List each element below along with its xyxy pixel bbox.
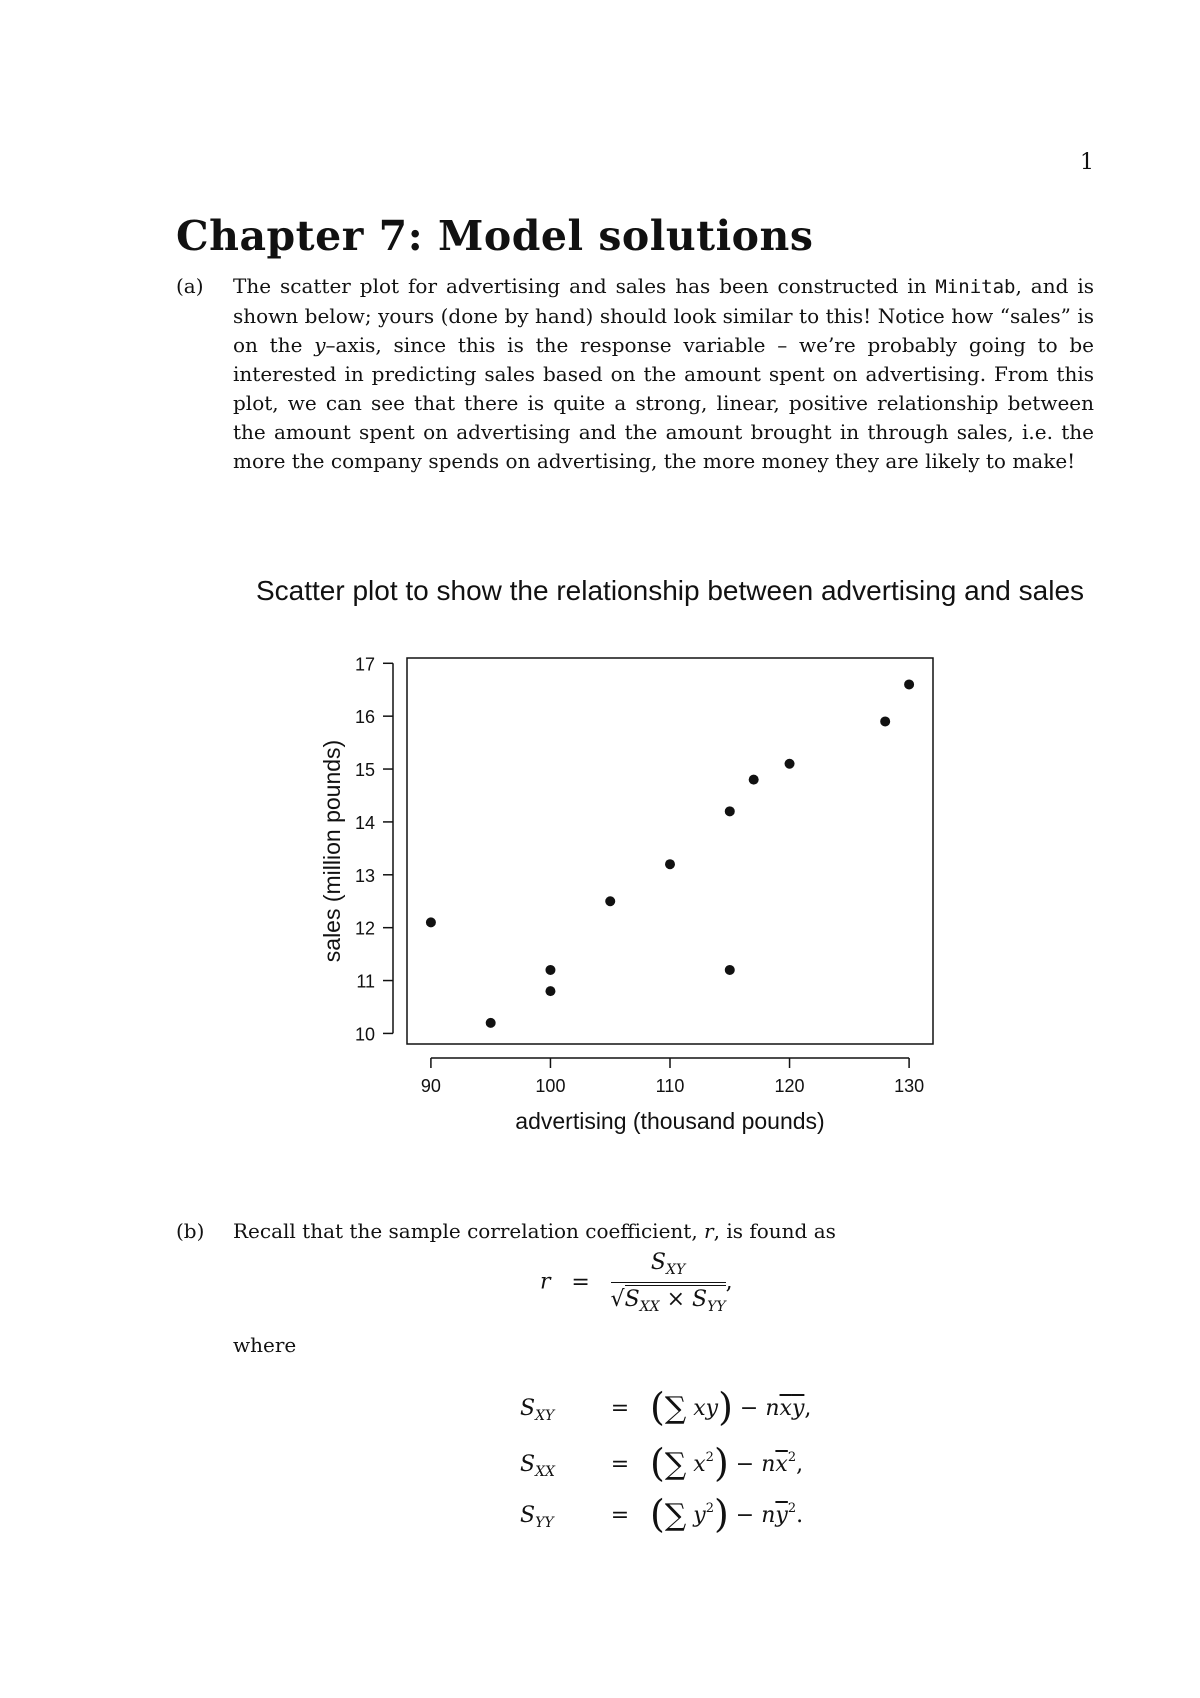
chapter-title: Chapter 7: Model solutions	[176, 212, 814, 260]
y-tick-label: 11	[356, 971, 375, 992]
where-text: where	[233, 1333, 297, 1357]
data-point	[545, 965, 555, 975]
scatter-chart	[230, 555, 1110, 1135]
sxy-formula: $S_{XY}$ = (∑ $xy) - n\overline{x}\overline{y}$,	[520, 1385, 812, 1429]
y-axis-label: sales (million pounds)	[319, 739, 345, 963]
data-point	[725, 965, 735, 975]
r-symbol: r	[704, 1219, 714, 1243]
data-point	[486, 1018, 496, 1028]
correlation-fraction: $\frac{S_{XY}}{√S_{XX} \times S_{YY}}$	[610, 1250, 726, 1315]
data-point	[749, 775, 759, 785]
x-tick-label: 110	[655, 1076, 685, 1096]
data-point	[785, 759, 795, 769]
part-a	[176, 272, 1094, 476]
part-b	[176, 1217, 1094, 1246]
x-tick-label: 120	[774, 1076, 805, 1096]
data-point	[545, 986, 555, 996]
syy-formula: $S_{YY}$ = (∑ $y^2) - n\overline{y}^2$.	[520, 1492, 804, 1536]
part-b-marker: (b)	[176, 1219, 205, 1243]
x-tick-label: 100	[535, 1076, 566, 1096]
data-point	[426, 917, 436, 927]
correlation-formula: r = $\frac{S_{XY}}{√S_{XX} \times S_{YY}}$ ,	[540, 1250, 733, 1315]
y-tick-label: 17	[354, 654, 375, 675]
sxx-formula: $S_{XX}$ = (∑ $x^2) - n\overline{x}^2$,	[520, 1441, 804, 1485]
y-tick-label: 10	[354, 1024, 375, 1045]
y-tick-label: 14	[354, 812, 375, 833]
part-a-text: The scatter plot for advertising and sales has been constructed in Minitab, and is shown below; yours (done by hand) should look similar to this! Notice how “sales” is on the y–axis, since this is the response variable – we’re probably going to be interested in predicting sales based on the amount spent on advertising. From this plot, we can see that there is quite a strong, linear, positive relationship between the amount spent on advertising and the amount brought in through sales, i.e. the more the company spends on advertising, the more money they are likely to make!	[233, 274, 1095, 473]
data-point	[605, 896, 615, 906]
x-axis-label: advertising (thousand pounds)	[515, 1108, 825, 1134]
software-name: Minitab	[935, 276, 1016, 298]
plot-frame	[407, 658, 933, 1044]
part-b-text: Recall that the sample correlation coefficient, r, is found as	[233, 1219, 836, 1243]
x-tick-label: 90	[420, 1076, 441, 1096]
chart-title: Scatter plot to show the relationship between advertising and sales	[255, 575, 1085, 606]
data-point	[904, 679, 914, 689]
y-axis	[355, 654, 393, 1044]
y-tick-label: 16	[354, 707, 375, 728]
part-a-marker: (a)	[176, 274, 204, 298]
data-point	[665, 859, 675, 869]
y-tick-label: 15	[354, 760, 375, 781]
x-tick-label: 130	[894, 1076, 925, 1096]
data-point	[880, 716, 890, 726]
y-variable: y	[314, 333, 326, 357]
y-tick-label: 12	[354, 918, 375, 939]
x-axis	[421, 1058, 924, 1096]
y-tick-label: 13	[354, 865, 375, 886]
data-point	[725, 806, 735, 816]
page-number: 1	[1080, 150, 1094, 175]
data-points	[426, 679, 914, 1027]
scatter-chart-svg	[230, 555, 1110, 1135]
